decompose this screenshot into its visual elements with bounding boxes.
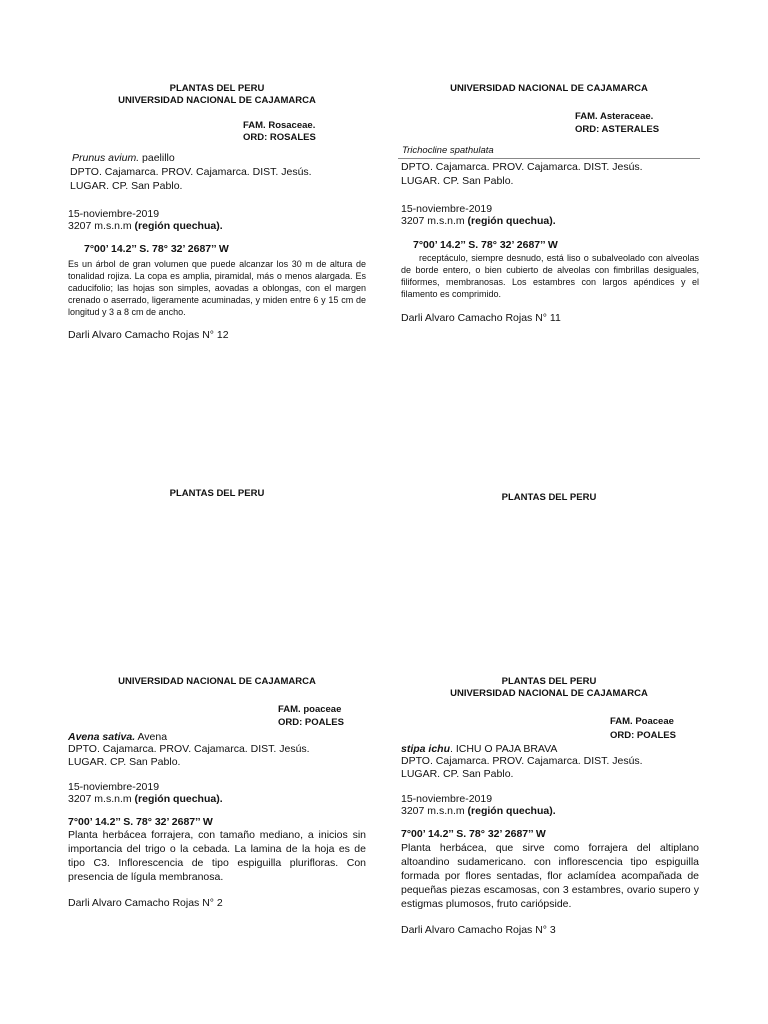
coordinates: 7°00’ 14.2’’ S. 78° 32’ 2687’’ W <box>401 828 546 840</box>
divider-line <box>398 158 700 159</box>
description: Planta herbácea, que sirve como forrajera del altiplano altoandino sudamericano. con inflorescencia tipo espiguilla formada por flores sentadas, flor aclamídea acompañada de pequeñas piezas escamosas, con 3 estambres, ovario supero y estigmas plumosos, fruto cariópside. <box>401 842 699 910</box>
description: Es un árbol de gran volumen que puede alcanzar los 30 m de altura de tonalidad rojiza. La copa es amplia, piramidal, más o menos alargada. Es caducifolio; las hojas son simples, aovadas a oblongas, con el margen crenado o aserrado, ligeramente acuminadas, y miden entre 6 y 15 cm de longitud y 3 a 8 cm de ancho. <box>68 259 366 317</box>
species-line <box>68 731 167 743</box>
common-name: . ICHU O PAJA BRAVA <box>450 743 558 755</box>
region: (región quechua). <box>467 805 556 817</box>
species-line <box>401 743 557 755</box>
altitude: 3207 m.s.n.m <box>401 215 465 227</box>
species-name: stipa ichu <box>401 743 451 755</box>
description: receptáculo, siempre desnudo, está liso o subalveolado con alveolas de borde entero, o bien cubierto de alveolas con fimbrillas desiguales, filiformes, membranosas. Los estambres con largos apéndices y el filamento es comprimido. <box>401 253 699 299</box>
family-label: FAM. Asteraceae. <box>575 111 654 122</box>
collection-date: 15-noviembre-2019 <box>68 781 160 793</box>
altitude: 3207 m.s.n.m <box>68 793 132 805</box>
altitude-line <box>68 793 223 805</box>
collector: Darli Alvaro Camacho Rojas N° 2 <box>68 897 223 909</box>
label-header-plantas: PLANTAS DEL PERU <box>169 83 265 94</box>
location-dept: DPTO. Cajamarca. PROV. Cajamarca. DIST. Jesús. <box>401 755 643 767</box>
location-dept: DPTO. Cajamarca. PROV. Cajamarca. DIST. Jesús. <box>401 161 643 173</box>
location-place: LUGAR. CP. San Pablo. <box>401 175 514 187</box>
label-header-plantas-left: PLANTAS DEL PERU <box>169 488 265 499</box>
location-place: LUGAR. CP. San Pablo. <box>401 768 514 780</box>
region: (región quechua). <box>134 220 223 232</box>
collector: Darli Alvaro Camacho Rojas N° 11 <box>401 312 561 324</box>
altitude: 3207 m.s.n.m <box>68 220 132 232</box>
label-header-university: UNIVERSIDAD NACIONAL DE CAJAMARCA <box>450 688 648 699</box>
family-label: FAM. poaceae <box>278 704 342 715</box>
label-header-plantas: PLANTAS DEL PERU <box>501 676 597 687</box>
altitude-line <box>401 215 556 227</box>
label-header-university: UNIVERSIDAD NACIONAL DE CAJAMARCA <box>118 676 316 687</box>
coordinates: 7°00’ 14.2’’ S. 78° 32’ 2687’’ W <box>84 243 229 255</box>
species-line <box>72 152 175 164</box>
order-label: ORD: POALES <box>610 730 676 741</box>
location-place: LUGAR. CP. San Pablo. <box>70 180 183 192</box>
location-dept: DPTO. Cajamarca. PROV. Cajamarca. DIST. Jesús. <box>68 743 310 755</box>
coordinates: 7°00’ 14.2’’ S. 78° 32’ 2687’’ W <box>413 239 558 251</box>
collection-date: 15-noviembre-2019 <box>401 203 493 215</box>
altitude-line <box>68 220 223 232</box>
collector: Darli Alvaro Camacho Rojas N° 12 <box>68 329 229 341</box>
label-header-plantas-right: PLANTAS DEL PERU <box>501 492 597 503</box>
coordinates: 7°00’ 14.2’’ S. 78° 32’ 2687’’ W <box>68 816 213 828</box>
species-name: Trichocline spathulata <box>402 145 494 156</box>
altitude: 3207 m.s.n.m <box>401 805 465 817</box>
collector: Darli Alvaro Camacho Rojas N° 3 <box>401 924 556 936</box>
location-place: LUGAR. CP. San Pablo. <box>68 756 181 768</box>
family-label: FAM. Poaceae <box>610 716 674 727</box>
region: (región quechua). <box>134 793 223 805</box>
label-header-university: UNIVERSIDAD NACIONAL DE CAJAMARCA <box>450 83 648 94</box>
altitude-line <box>401 805 556 817</box>
collection-date: 15-noviembre-2019 <box>401 793 493 805</box>
order-label: ORD: POALES <box>278 717 344 728</box>
common-name: Avena <box>135 731 168 743</box>
species-name: Prunus avium. <box>72 152 140 164</box>
location-dept: DPTO. Cajamarca. PROV. Cajamarca. DIST. Jesús. <box>70 166 312 178</box>
region: (región quechua). <box>467 215 556 227</box>
order-label: ORD: ROSALES <box>243 132 316 143</box>
collection-date: 15-noviembre-2019 <box>68 208 160 220</box>
family-label: FAM. Rosaceae. <box>243 120 316 131</box>
order-label: ORD: ASTERALES <box>575 124 660 135</box>
common-name: paelillo <box>139 152 175 164</box>
label-header-university: UNIVERSIDAD NACIONAL DE CAJAMARCA <box>118 95 316 106</box>
species-name: Avena sativa. <box>68 731 136 743</box>
description: Planta herbácea forrajera, con tamaño mediano, a inicios sin importancia del trigo o la cebada. La lamina de la hoja es de tipo C3. Inflorescencia de tipo espiguilla plurifloras. Con presencia de lígula membranosa. <box>68 829 366 883</box>
